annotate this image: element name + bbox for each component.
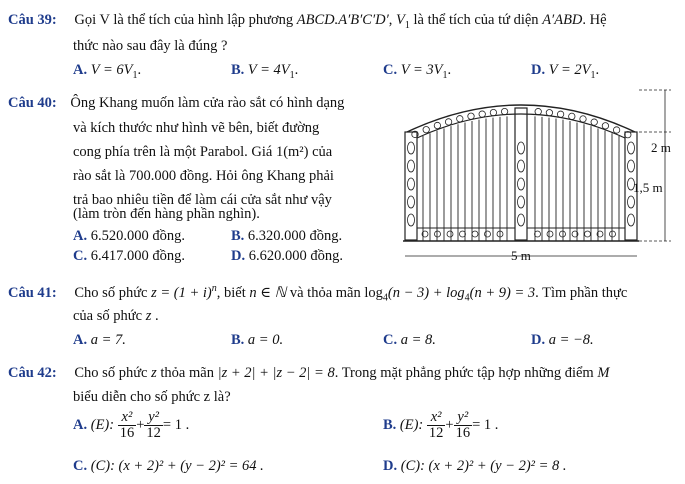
q41-line-1 (8, 283, 627, 304)
q41-text-b: , biết (216, 284, 250, 301)
q39-cube: ABCD.A′B′C′D′ (296, 12, 389, 28)
q41-text-e: của số phức (73, 308, 146, 324)
q40-text-2: và kích thước như hình vẽ bên, biết đường (73, 120, 320, 136)
arch-ring (457, 116, 463, 122)
arch-ring (557, 111, 563, 117)
q42-option-b-plus: + (445, 416, 454, 433)
q41-z: z (145, 308, 152, 324)
arch-ring (479, 111, 485, 117)
gate-figure (403, 88, 683, 266)
q42-option-c-letter: C. (73, 458, 88, 474)
q39-option-c-text: V = 3V (400, 62, 443, 78)
q39-option-a-end: . (137, 62, 142, 78)
arch-ring (569, 113, 575, 119)
gate-drawing (403, 90, 671, 256)
q39-option-b-letter: B. (231, 62, 245, 78)
post-scroll (518, 160, 525, 172)
q39-text-c: là thể tích của tứ diện (409, 12, 543, 28)
q42-option-b-letter: B. (383, 416, 397, 433)
q42-z: z (151, 365, 157, 381)
q42-option-a-frac2 (144, 410, 163, 441)
q39-option-d-letter: D. (531, 62, 546, 78)
q42-option-a[interactable] (73, 410, 189, 441)
q39-line-2: thức nào sau đây là đúng ? (73, 38, 228, 54)
q42-option-d-text: (C): (x + 2)² + (y − 2)² = 8 . (400, 458, 567, 474)
q39-line-1 (8, 12, 607, 31)
q40-option-a-text: 6.520.000 đồng. (90, 228, 185, 244)
arch-ring (490, 109, 496, 115)
q41-text-d: . Tìm phần thực (535, 284, 628, 301)
post-scroll (518, 214, 525, 226)
q42-option-a-n1: x² (118, 410, 137, 426)
q42-text-b: thỏa mãn (156, 365, 218, 381)
q42-option-b-end: = 1 . (472, 416, 499, 433)
q40-option-d-letter: D. (231, 248, 246, 264)
arch-ring (546, 109, 552, 115)
q39-option-b[interactable] (231, 62, 298, 81)
post-scroll (518, 196, 525, 208)
q41-option-c-text: a = 8. (400, 332, 436, 348)
post-scroll (628, 160, 635, 172)
q40-option-c-text: 6.417.000 đồng. (90, 248, 185, 264)
q39-tet: A′ABD (542, 12, 583, 28)
post-scroll (408, 196, 415, 208)
gate-side-label: 1,5 m (633, 180, 663, 195)
q39-option-c-end: . (447, 62, 452, 78)
arch-ring (535, 108, 541, 114)
q39-option-a-text: V = 6V (90, 62, 133, 78)
q40-text-4: rào sắt là 700.000 đồng. Hỏi ông Khang phải (73, 168, 334, 184)
q42-option-a-prefix: (E): (90, 416, 115, 433)
q41-option-a-letter: A. (73, 332, 88, 348)
q41-label: Câu 41: (8, 284, 57, 301)
post-scroll (628, 196, 635, 208)
q39-option-b-end: . (294, 62, 299, 78)
bottom-ring (485, 231, 491, 237)
q41-option-c-letter: C. (383, 332, 398, 348)
q41-expr2: n ∈ ℕ (249, 284, 287, 301)
q41-line-2 (73, 308, 159, 325)
q41-option-b[interactable] (231, 332, 283, 349)
q40-text-6: (làm tròn đến hàng phần nghìn). (73, 206, 260, 222)
post-scroll (408, 160, 415, 172)
gate-width-label: 5 m (511, 248, 531, 263)
q40-option-b[interactable] (231, 228, 342, 245)
q41-expr1: z = (1 + i) (151, 284, 212, 301)
q42-option-a-letter: A. (73, 416, 88, 433)
q39-option-c-letter: C. (383, 62, 398, 78)
q42-option-b-n1: x² (427, 410, 446, 426)
arch-ring (423, 126, 429, 132)
q39-option-a-sub: 1 (132, 69, 138, 81)
q41-option-d-text: a = −8. (548, 332, 594, 348)
q42-option-c[interactable] (73, 458, 264, 475)
q42-option-b-prefix: (E): (399, 416, 424, 433)
q39-option-c[interactable] (383, 62, 451, 81)
q40-option-a[interactable] (73, 228, 185, 245)
arch-ring (613, 127, 619, 133)
q40-option-c-letter: C. (73, 248, 88, 264)
q40-option-b-text: 6.320.000 đồng. (247, 228, 343, 244)
q39-option-d-end: . (595, 62, 600, 78)
q42-line-2: biểu diễn cho số phức z là? (73, 389, 231, 405)
bottom-ring (585, 231, 591, 237)
q42-option-a-plus: + (136, 416, 145, 433)
post-scroll (518, 142, 525, 154)
q41-option-b-text: a = 0. (247, 332, 284, 348)
arch-ring (445, 119, 451, 125)
q42-option-d-letter: D. (383, 458, 398, 474)
arch-ring (434, 122, 440, 128)
q41-expr3-b: (n − 3) + log (387, 284, 465, 301)
arch-ring (580, 116, 586, 122)
q40-option-c[interactable] (73, 248, 185, 265)
q40-text-1: Ông Khang muốn làm cửa rào sắt có hình dạng (70, 95, 345, 111)
q39-option-d-text: V = 2V (548, 62, 591, 78)
q41-text-a: Cho số phức (74, 284, 152, 301)
q41-text-f: . (151, 308, 159, 324)
bottom-ring (610, 231, 616, 237)
q40-option-a-letter: A. (73, 228, 88, 244)
q41-option-c[interactable] (383, 332, 436, 349)
q41-expr1-sup: n (211, 283, 217, 294)
arch-ring (602, 123, 608, 129)
post-scrolls (408, 142, 635, 226)
arch-ring (468, 113, 474, 119)
q42-label: Câu 42: (8, 365, 57, 381)
q39-v1: V (396, 12, 405, 28)
q42-text-a: Cho số phức (74, 365, 152, 381)
q40-option-d-text: 6.620.000 đồng. (248, 248, 343, 264)
q39-text-d: . Hệ (582, 12, 607, 28)
q41-expr3-c: (n + 9) = 3 (469, 284, 536, 301)
bottom-ring (472, 231, 478, 237)
post-scroll (628, 214, 635, 226)
bottom-ring (560, 231, 566, 237)
q40-option-d[interactable] (231, 248, 343, 265)
post-scroll (518, 178, 525, 190)
q40-label: Câu 40: (8, 95, 57, 111)
q39-v1-sub: 1 (404, 19, 410, 31)
q39-text-a: Gọi V là thể tích của hình lập phương (74, 12, 297, 28)
q40-line-1 (8, 95, 344, 112)
q40-option-b-letter: B. (231, 228, 245, 244)
q42-option-a-d2: 12 (146, 425, 161, 441)
q39-label: Câu 39: (8, 12, 57, 28)
q40-text-3: cong phía trên là một Parabol. Giá 1(m²) của (73, 144, 333, 160)
q41-expr3: log (364, 284, 383, 301)
bottom-ring (447, 231, 453, 237)
q41-option-d[interactable] (531, 332, 594, 349)
q42-line-1 (8, 365, 609, 382)
q42-option-d[interactable] (383, 458, 567, 475)
q39-option-b-text: V = 4V (247, 62, 290, 78)
q42-option-b-frac2 (454, 410, 473, 441)
q39-option-d[interactable] (531, 62, 599, 81)
q41-option-a-text: a = 7. (90, 332, 126, 348)
arch-ring (501, 108, 507, 114)
q41-expr3-sub: 4 (382, 292, 388, 304)
q41-option-d-letter: D. (531, 332, 546, 348)
q42-option-b-n2: y² (454, 410, 473, 426)
bottom-ring (547, 231, 553, 237)
q42-option-a-n2: y² (144, 410, 163, 426)
gate-bars (423, 116, 619, 241)
post-scroll (408, 142, 415, 154)
q42-option-c-text: (C): (x + 2)² + (y − 2)² = 64 . (90, 458, 264, 474)
q42-text-c: . Trong mặt phẳng phức tập hợp những điểm (334, 365, 598, 381)
q42-option-b[interactable] (383, 410, 498, 441)
q42-option-b-frac1 (427, 410, 446, 441)
q41-option-a[interactable] (73, 332, 126, 349)
q42-expr: |z + 2| + |z − 2| = 8 (217, 365, 335, 381)
q42-m: M (597, 365, 610, 381)
arch-ring (591, 119, 597, 125)
q41-option-b-letter: B. (231, 332, 245, 348)
q40-text-5: trả bao nhiêu tiền để làm cái cửa sắt như vậy (73, 192, 332, 208)
post-scroll (408, 178, 415, 190)
q39-option-a-letter: A. (73, 62, 88, 78)
bottom-ring (435, 231, 441, 237)
q42-option-a-end: = 1 . (162, 416, 190, 433)
q39-option-d-sub: 1 (590, 69, 596, 81)
q42-option-b-d2: 16 (455, 425, 471, 441)
q39-option-c-sub: 1 (442, 69, 448, 81)
q42-option-a-frac1 (118, 410, 137, 441)
q39-option-b-sub: 1 (289, 69, 295, 81)
q42-option-b-d1: 12 (428, 425, 444, 441)
q42-option-a-d1: 16 (119, 425, 135, 441)
post-scroll (408, 214, 415, 226)
q39-option-a[interactable] (73, 62, 141, 81)
q41-text-c: và thỏa mãn (286, 284, 365, 301)
q39-text-b: , (388, 12, 397, 28)
gate-height-label: 2 m (651, 140, 671, 155)
q41-expr3-sub2: 4 (464, 292, 470, 304)
post-scroll (628, 142, 635, 154)
